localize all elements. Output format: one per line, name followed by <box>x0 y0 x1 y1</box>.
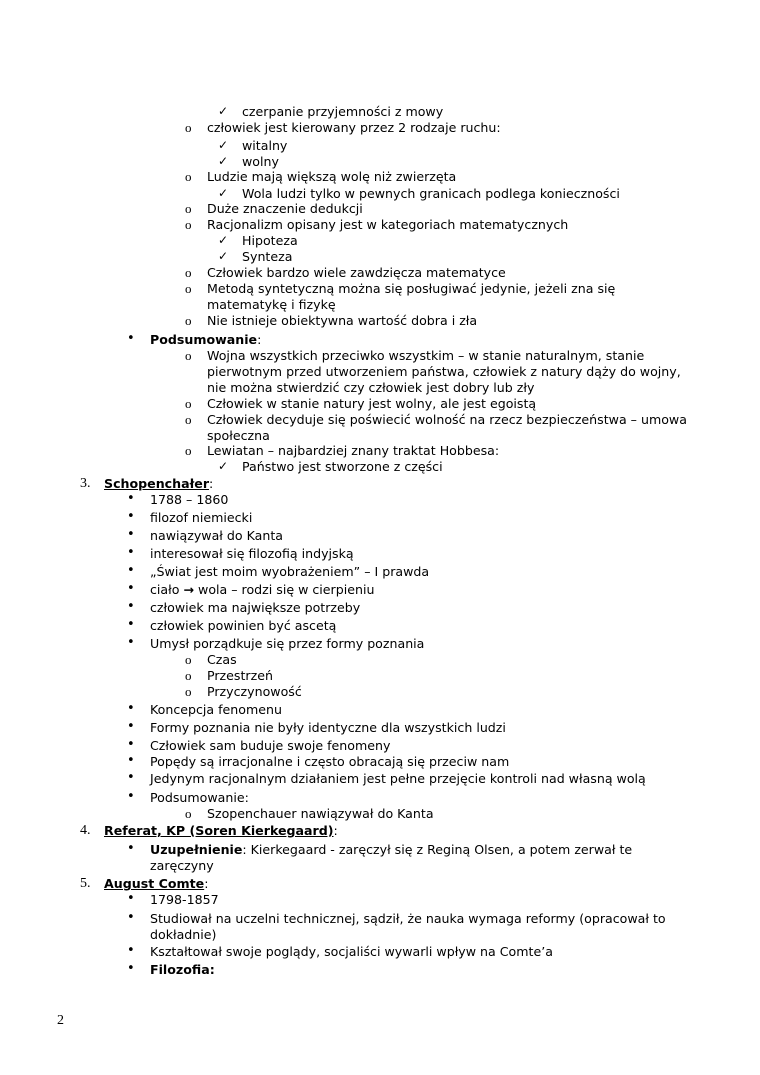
list-item: Człowiek bardzo wiele zawdzięcza matematyce <box>207 265 506 280</box>
list-item-cont: społeczna <box>207 428 270 443</box>
circle-bullet-icon: o <box>185 684 192 699</box>
bullet-icon: • <box>127 527 135 542</box>
list-item: Przyczynowość <box>207 684 302 699</box>
bullet-icon: • <box>127 509 135 524</box>
list-item: Duże znaczenie dedukcji <box>207 201 363 216</box>
list-item: Wola ludzi tylko w pewnych granicach podlega konieczności <box>242 186 620 201</box>
list-item: witalny <box>242 138 288 153</box>
bullet-icon: • <box>127 545 135 560</box>
bullet-icon: • <box>127 910 135 925</box>
circle-bullet-icon: o <box>185 313 192 328</box>
list-item: Nie istnieje obiektywna wartość dobra i zła <box>207 313 478 328</box>
circle-bullet-icon: o <box>185 281 192 296</box>
page-number: 2 <box>57 1013 64 1028</box>
list-item-cont: pierwotnym przed utworzeniem państwa, człowiek z natury dąży do wojny, <box>207 364 681 379</box>
bullet-icon: • <box>127 753 135 768</box>
bullet-icon: • <box>127 961 135 976</box>
circle-bullet-icon: o <box>185 396 192 411</box>
list-item-cont: nie można stwierdzić czy człowiek jest dobry lub zły <box>207 380 535 395</box>
check-icon: ✓ <box>218 459 229 473</box>
list-item-cont: dokładnie) <box>150 927 217 942</box>
list-item: człowiek ma największe potrzeby <box>150 600 361 615</box>
circle-bullet-icon: o <box>185 120 192 135</box>
list-item: człowiek powinien być ascetą <box>150 618 337 633</box>
list-item: „Świat jest moim wyobrażeniem” – I prawda <box>150 564 430 579</box>
list-item: ciało → wola – rodzi się w cierpieniu <box>150 582 375 597</box>
circle-bullet-icon: o <box>185 217 192 232</box>
bullet-icon: • <box>127 891 135 906</box>
list-item: Studiował na uczelni technicznej, sądził, że nauka wymaga reformy (opracował to <box>150 911 666 926</box>
list-item: Synteza <box>242 249 293 264</box>
list-item: Człowiek w stanie natury jest wolny, ale jest egoistą <box>207 396 537 411</box>
list-item: Człowiek sam buduje swoje fenomeny <box>150 738 391 753</box>
check-icon: ✓ <box>218 249 229 263</box>
bullet-icon: • <box>127 841 135 856</box>
list-item: interesował się filozofią indyjską <box>150 546 354 561</box>
bullet-icon: • <box>127 491 135 506</box>
list-item: Popędy są irracjonalne i często obracają się przeciw nam <box>150 754 510 769</box>
section-heading: Schopenchałer: <box>104 476 214 491</box>
list-item: czerpanie przyjemności z mowy <box>242 104 444 119</box>
list-item: Ludzie mają większą wolę niż zwierzęta <box>207 169 457 184</box>
list-item: Przestrzeń <box>207 668 273 683</box>
list-item: Człowiek decyduje się poświecić wolność na rzecz bezpieczeństwa – umowa <box>207 412 687 427</box>
list-item-cont: zaręczyny <box>150 858 214 873</box>
summary-heading: Podsumowanie: <box>150 332 262 347</box>
list-item: Formy poznania nie były identyczne dla wszystkich ludzi <box>150 720 506 735</box>
bullet-icon: • <box>127 789 135 804</box>
circle-bullet-icon: o <box>185 412 192 427</box>
bullet-icon: • <box>127 737 135 752</box>
list-item: Kształtował swoje poglądy, socjaliści wywarli wpływ na Comte’a <box>150 944 553 959</box>
bullet-icon: • <box>127 770 135 785</box>
list-item: Koncepcja fenomenu <box>150 702 282 717</box>
list-item: Uzupełnienie: Kierkegaard - zaręczył się z Reginą Olsen, a potem zerwał te <box>150 842 633 857</box>
list-item: Państwo jest stworzone z części <box>242 459 443 474</box>
circle-bullet-icon: o <box>185 265 192 280</box>
list-item: 1798-1857 <box>150 892 219 907</box>
bullet-icon: • <box>127 701 135 716</box>
arrow-right-icon: → <box>183 582 195 597</box>
circle-bullet-icon: o <box>185 443 192 458</box>
circle-bullet-icon: o <box>185 652 192 667</box>
circle-bullet-icon: o <box>185 348 192 363</box>
list-item: wolny <box>242 154 279 169</box>
list-item: Czas <box>207 652 237 667</box>
list-item: Metodą syntetyczną można się posługiwać jedynie, jeżeli zna się <box>207 281 616 296</box>
section-number: 3. <box>80 476 91 491</box>
check-icon: ✓ <box>218 138 229 152</box>
list-item: Filozofia: <box>150 962 215 977</box>
list-item: Umysł porządkuje się przez formy poznania <box>150 636 425 651</box>
bullet-icon: • <box>127 563 135 578</box>
bullet-icon: • <box>127 719 135 734</box>
section-number: 4. <box>80 823 91 838</box>
circle-bullet-icon: o <box>185 668 192 683</box>
list-item: nawiązywał do Kanta <box>150 528 283 543</box>
bullet-icon: • <box>127 331 135 346</box>
list-item: Racjonalizm opisany jest w kategoriach matematycznych <box>207 217 569 232</box>
bullet-icon: • <box>127 581 135 596</box>
circle-bullet-icon: o <box>185 201 192 216</box>
list-item: Lewiatan – najbardziej znany traktat Hobbesa: <box>207 443 500 458</box>
list-item-cont: matematykę i fizykę <box>207 297 336 312</box>
list-item: Jedynym racjonalnym działaniem jest pełne przejęcie kontroli nad własną wolą <box>150 771 646 786</box>
list-item: 1788 – 1860 <box>150 492 229 507</box>
circle-bullet-icon: o <box>185 806 192 821</box>
bullet-icon: • <box>127 635 135 650</box>
list-item: Podsumowanie: <box>150 790 249 805</box>
bullet-icon: • <box>127 943 135 958</box>
bullet-icon: • <box>127 617 135 632</box>
check-icon: ✓ <box>218 154 229 168</box>
list-item: filozof niemiecki <box>150 510 253 525</box>
list-item: Hipoteza <box>242 233 298 248</box>
check-icon: ✓ <box>218 186 229 200</box>
list-item: Wojna wszystkich przeciwko wszystkim – w stanie naturalnym, stanie <box>207 348 645 363</box>
check-icon: ✓ <box>218 233 229 247</box>
bullet-icon: • <box>127 599 135 614</box>
list-item: Szopenchauer nawiązywał do Kanta <box>207 806 434 821</box>
section-heading: Referat, KP (Soren Kierkegaard): <box>104 823 338 838</box>
circle-bullet-icon: o <box>185 169 192 184</box>
check-icon: ✓ <box>218 104 229 118</box>
section-number: 5. <box>80 876 91 891</box>
section-heading: August Comte: <box>104 876 209 891</box>
list-item: człowiek jest kierowany przez 2 rodzaje ruchu: <box>207 120 501 135</box>
